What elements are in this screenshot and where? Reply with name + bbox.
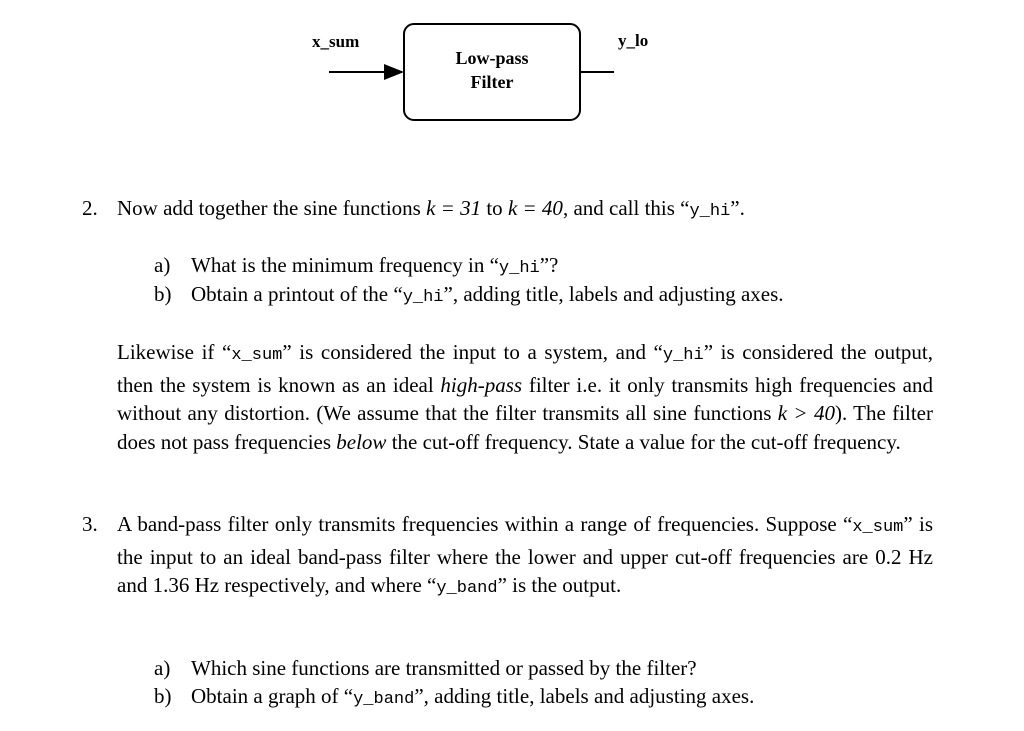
q3-number: 3. (82, 512, 98, 536)
q2a-label: a) (154, 253, 171, 277)
q2b-label: b) (154, 282, 172, 306)
q3a-text: Which sine functions are transmitted or passed by the filter? (191, 656, 697, 680)
low-pass-filter-diagram (0, 0, 1024, 170)
q3b-text (191, 682, 754, 715)
filter-box-line2: Filter (470, 72, 514, 92)
output-label: y_lo (618, 31, 649, 50)
q2b-text (191, 280, 784, 313)
q2-text (117, 194, 745, 227)
q3b-var: y_band (353, 690, 415, 709)
likewise-paragraph (117, 338, 933, 456)
q3-var-x-sum: x_sum (852, 518, 904, 537)
likewise-text-part: ” is considered the output, then the system is known as an ideal (117, 340, 933, 397)
q2a-text-part: ”? (539, 253, 559, 277)
q2-text-part: to (481, 196, 508, 220)
likewise-text-part: ). The filter does not pass frequencies (117, 401, 933, 454)
q2b-text-part: ”, adding title, labels and adjusting axes. (443, 282, 784, 306)
likewise-var-y-hi: y_hi (662, 346, 704, 365)
q2b-var: y_hi (402, 288, 444, 307)
likewise-text-part: Likewise if “ (117, 340, 232, 364)
q2-k-end: k = 40 (507, 196, 563, 220)
q2-text-part: ”. (730, 196, 745, 220)
q3b-label: b) (154, 684, 172, 708)
q2-k-start: k = 31 (426, 196, 482, 220)
likewise-text-part: ” is considered the input to a system, and “ (282, 340, 663, 364)
q2a-text-part: What is the minimum frequency in “ (191, 253, 499, 277)
q2-number: 2. (82, 196, 98, 220)
q3-text-part: ” is the output. (497, 573, 622, 598)
filter-box-label (404, 46, 580, 94)
likewise-text-part: the cut-off frequency. State a value for the cut-off frequency. (386, 429, 901, 454)
q3-text-part: ” is the input to an ideal band-pass filter where the lower and upper cut-off frequencies are 0.2 Hz and 1.36 Hz respectively, and where “ (117, 512, 934, 598)
likewise-emphasis: high-pass (440, 372, 523, 397)
q3b-text-part: Obtain a graph of “ (191, 684, 354, 708)
q3-text-part: A band-pass filter only transmits frequencies within a range of frequencies. Suppose “ (117, 512, 853, 536)
likewise-math: k > 40 (777, 401, 835, 426)
q2-text-part: , and call this “ (562, 196, 690, 220)
likewise-emphasis: below (336, 429, 387, 454)
q3a-label: a) (154, 656, 171, 680)
q3b-text-part: ”, adding title, labels and adjusting axes. (414, 684, 755, 708)
q2a-var: y_hi (498, 259, 540, 278)
likewise-text-part: filter i.e. it only transmits high frequencies and without any distortion. (We assume that the filter transmits all sine functions (117, 372, 933, 426)
q3-var-y-band: y_band (436, 579, 498, 599)
q2a-text (191, 251, 558, 284)
likewise-var-x-sum: x_sum (231, 346, 283, 365)
filter-box-line1: Low-pass (455, 48, 529, 68)
q2-text-part: Now add together the sine functions (117, 196, 427, 220)
input-label: x_sum (312, 32, 360, 51)
q2-var: y_hi (689, 202, 731, 221)
q3-paragraph (117, 510, 933, 604)
q2b-text-part: Obtain a printout of the “ (191, 282, 403, 306)
